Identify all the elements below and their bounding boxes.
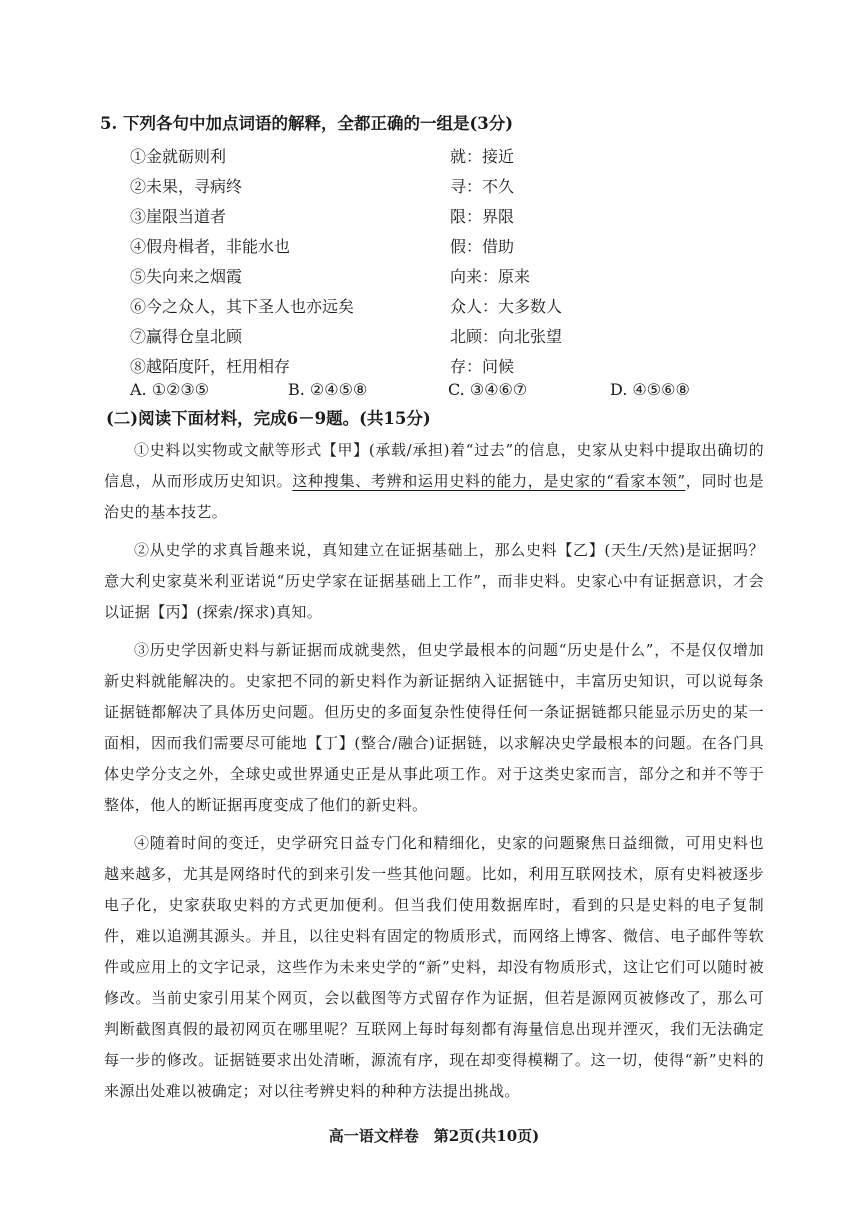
option-b[interactable]: B. ②④⑤⑧ (288, 380, 368, 399)
list-item (130, 202, 770, 232)
item-sentence: ⑦赢得仓皇北顾 (130, 327, 243, 346)
list-item (130, 142, 770, 172)
item-sentence: ⑧越陌度阡，枉用相存 (130, 357, 291, 376)
option-d[interactable]: D. ④⑤⑥⑧ (610, 380, 690, 399)
question-5-stem: 5. 下列各句中加点词语的解释，全都正确的一组是(3分) (100, 114, 514, 133)
list-item (130, 352, 770, 382)
item-sentence: ④假舟楫者，非能水也 (130, 237, 291, 256)
item-gloss: 向来：原来 (450, 267, 531, 286)
option-a[interactable]: A. ①②③⑤ (130, 380, 210, 399)
item-sentence: ②未果，寻病终 (130, 177, 243, 196)
page-footer: 高一语文样卷 第2页(共10页) (328, 1127, 540, 1145)
item-gloss: 限：界限 (450, 207, 515, 226)
reading-passage (104, 435, 764, 1114)
item-gloss: 寻：不久 (450, 177, 515, 196)
item-sentence: ①金就砺则利 (130, 147, 227, 166)
paragraph-2: ②从史学的求真旨趣来说，真知建立在证据基础上，那么史料【乙】(天生/天然)是证据吗？意大利史家莫米利亚诺说“历史学家在证据基础上工作”，而非史料。史家心中有证据意识，才会以证据【丙】(探索/探求)真知。 (104, 541, 764, 621)
item-gloss: 就：接近 (450, 147, 515, 166)
list-item (130, 262, 770, 292)
item-gloss: 假：借助 (450, 237, 515, 256)
list-item (130, 172, 770, 202)
item-sentence: ⑥今之众人，其下圣人也亦远矣 (130, 297, 355, 316)
item-sentence: ⑤失向来之烟霞 (130, 267, 243, 286)
underlined-sentence: 这种搜集、考辨和运用史料的能力，是史家的“看家本领” (292, 472, 686, 490)
paragraph-1-text-a: ①史料以实物或文献等形式【甲】(承载/承担)着“过去”的信息，史家从史料中提取出确切的信息，从而形成历史知识。 (104, 441, 764, 490)
list-item (130, 292, 770, 322)
item-sentence: ③崖限当道者 (130, 207, 227, 226)
section-heading: (二)阅读下面材料，完成6－9题。(共15分) (106, 409, 431, 428)
paragraph-1-text-c: ，同时也是治史的基本技艺。 (104, 472, 764, 521)
item-gloss: 北顾：向北张望 (450, 327, 563, 346)
answer-options (130, 380, 750, 406)
list-item (130, 232, 770, 262)
paragraph-3: ③历史学因新史料与新证据而成就斐然，但史学最根本的问题“历史是什么”，不是仅仅增加新史料就能解决的。史家把不同的新史料作为新证据纳入证据链中，丰富历史知识，可以说每条证据链都解决了具体历史问题。但历史的多面复杂性使得任何一条证据链都只能显示历史的某一面相，因而我们需要尽可能地【丁】(整合/融合)证据链，以求解决史学最根本的问题。在各门具体史学分支之外，全球史或世界通史正是从事此项工作。对于这类史家而言，部分之和并不等于整体，他人的断证据再度变成了他们的新史料。 (104, 641, 764, 814)
question-5-items (130, 142, 770, 382)
item-gloss: 众人：大多数人 (450, 297, 563, 316)
item-gloss: 存：问候 (450, 357, 515, 376)
paragraph-4: ④随着时间的变迁，史学研究日益专门化和精细化，史家的问题聚焦日益细微，可用史料也越来越多，尤其是网络时代的到来引发一些其他问题。比如，利用互联网技术，原有史料被逐步电子化，史家获取史料的方式更加便利。但当我们使用数据库时，看到的只是史料的电子复制件，难以追溯其源头。并且，以往史料有固定的物质形式，而网络上博客、微信、电子邮件等软件或应用上的文字记录，这些作为未来史学的“新”史料，却没有物质形式，这让它们可以随时被修改。当前史家引用某个网页，会以截图等方式留存作为证据，但若是源网页被修改了，那么可判断截图真假的最初网页在哪里呢？互联网上每时每刻都有海量信息出现并湮灭，我们无法确定每一步的修改。证据链要求出处清晰，源流有序，现在却变得模糊了。这一切，使得“新”史料的来源出处难以被确定；对以往考辨史料的种种方法提出挑战。 (104, 834, 764, 1100)
option-c[interactable]: C. ③④⑥⑦ (448, 380, 528, 399)
list-item (130, 322, 770, 352)
paragraph-1 (104, 435, 764, 528)
